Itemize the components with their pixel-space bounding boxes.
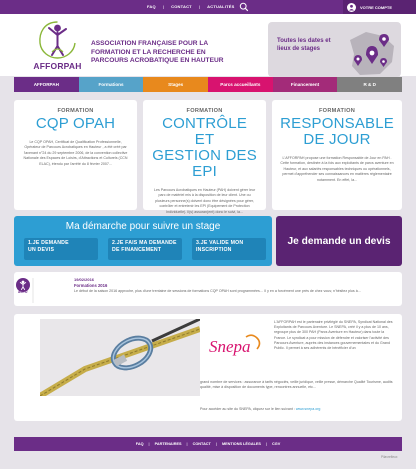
step-label-line: JE FAIS MA DEMANDE — [116, 240, 177, 246]
card-kicker: FORMATION — [186, 108, 223, 114]
logo-name: AFFORPAH — [33, 61, 82, 71]
formation-card-responsable-jour[interactable] — [272, 100, 402, 210]
card-title-line: CONTRÔLE ET — [162, 115, 248, 148]
separator: | — [215, 442, 217, 446]
snepa-link[interactable]: www.snepa.org — [295, 407, 321, 411]
step-number: 1. — [28, 240, 33, 246]
formation-card-cqp-opah[interactable] — [14, 100, 137, 210]
separator: | — [186, 442, 188, 446]
credit-text: Pilavrefleux — [381, 455, 398, 459]
nav-item-parcs-accueillants[interactable]: Parcs accueillants — [208, 77, 273, 92]
news-date: 19/02/2016 — [74, 277, 95, 282]
partner-link-line — [200, 407, 396, 411]
card-kicker: FORMATION — [57, 108, 94, 114]
account-button[interactable] — [343, 0, 416, 14]
top-link-faq[interactable]: FAQ — [147, 4, 156, 9]
card-title — [151, 116, 258, 180]
card-title — [22, 116, 129, 132]
footer-link-contact[interactable]: CONTACT — [192, 442, 211, 446]
steps-title: Ma démarche pour suivre un stage — [65, 221, 221, 232]
stage-steps-panel — [14, 216, 272, 266]
step-label-line: UN DEVIS — [28, 247, 55, 253]
top-links — [147, 4, 234, 9]
france-map-pins-icon — [268, 22, 401, 77]
association-title-line: FORMATION ET LA RECHERCHE EN — [91, 48, 206, 56]
snepa-logo-text: Snepa — [209, 337, 251, 356]
association-title-line: ASSOCIATION FRANÇAISE POUR LA — [91, 40, 209, 47]
nav-item-formations[interactable]: Formations — [79, 77, 144, 92]
card-title-line: GESTION DES EPI — [152, 147, 257, 180]
association-title — [91, 40, 256, 66]
dates-and-places-banner[interactable] — [268, 22, 401, 77]
site-header — [0, 14, 416, 76]
footer-link-faq[interactable]: FAQ — [135, 442, 144, 446]
partner-block — [14, 314, 402, 421]
separator: | — [162, 4, 165, 9]
card-title-line: RESPONSABLE — [280, 115, 395, 132]
dates-banner-line: Toutes les dates et — [277, 38, 331, 44]
top-link-contact[interactable]: CONTACT — [171, 4, 192, 9]
partner-services: grand nombre de services : assurance à tarifs négociés, veille juridique, veille presse, démarche Qualité Tourisme, audits qualité, mise à disposition de documents type, rencontres annuelle, etc... — [200, 380, 393, 390]
separator: | — [148, 442, 150, 446]
footer-link-mentions-legales[interactable]: MENTIONS LÉGALES — [221, 442, 261, 446]
separator: | — [198, 4, 201, 9]
nav-item-r-and-d[interactable]: R & D — [337, 77, 402, 92]
step-number: 2. — [112, 240, 117, 246]
site-footer — [14, 437, 402, 451]
top-bar — [0, 0, 416, 14]
carabiner-photo — [40, 319, 200, 396]
separator: | — [265, 442, 268, 446]
step-label-line: JE DEMANDE — [32, 240, 69, 246]
request-quote-button[interactable]: Je demande un devis — [276, 216, 402, 266]
step-number: 3. — [196, 240, 201, 246]
card-body: Les Parcours Acrobatiques en Hauteur (PAH) doivent gérer leur parc de matériel mis à la disposition de leur client. Une ou plusieurs personne(s) doivent donc être désignées pour gérer, contrôler et entretenir les EPI (Equipement de Protection Individuelle). Il(s) assuran(ent) donc le suivi, la... — [153, 188, 256, 214]
card-kicker: FORMATION — [318, 108, 356, 114]
nav-item-stages[interactable]: Stages — [143, 77, 208, 92]
step-validate-registration[interactable] — [192, 238, 266, 260]
top-link-actualites[interactable]: ACTUALITÉS — [207, 4, 235, 9]
footer-link-cgv[interactable]: CGV — [272, 442, 281, 446]
news-headline[interactable]: Formations 2016 — [74, 283, 108, 288]
step-label-line: DE FINANCEMENT — [112, 247, 162, 253]
steps-list — [24, 238, 266, 260]
news-block — [14, 272, 402, 306]
footer-link-partenaires[interactable]: PARTENAIRES — [154, 442, 182, 446]
nav-item-afforpah[interactable]: AFFORPAH — [14, 77, 79, 92]
partner-link-prefix: Pour accéder au site du SNEPA, cliquez sur le lien suivant : — [200, 407, 296, 411]
step-label-line: JE VALIDE MON — [200, 240, 244, 246]
snepa-logo[interactable] — [207, 332, 267, 362]
partner-description: L'AFFORPAH est le partenaire privilégié du SNEPA, Syndicat National des Exploitants de Parcours Aventure. Le SNEPA, créé il y a plus de 10 ans, regroupe plus de 300 PAH (Parcs Aventure en Hauteur) dans toute la France. Le syndicat a pour mission de défendre et valoriser l'activité des Parcours Aventure, auprès des instances gouvernementales et du Grand Public. Il permet à ses adhérents de bénéficier d'un — [274, 320, 393, 351]
step-label-line: INSCRIPTION — [196, 247, 232, 253]
step-request-funding[interactable] — [108, 238, 182, 260]
news-summary: Le début de la saison 2016 approche, plus d'une trentaine de sessions de formations CQP OPAH sont programmées… Il y en a forcément une près de chez vous; n'hésitez plus à... — [74, 289, 361, 293]
logo-figure-icon — [30, 16, 85, 61]
card-title-line: DE JOUR — [303, 131, 371, 148]
card-body: Le CQP OPAH, Certificat de Qualification Professionnelle, Opérateur de Parcours Acrobatiques en Hauteur , a été créé par l'avenant n°24 du 29 septembre 2006, de la convention collective Nationale des Espaces de Loisirs, d'Attractions et Culturels (CCN ELAC), étendu par l'arrêté du 8 février 2007... — [23, 140, 128, 166]
formation-card-controle-epi[interactable] — [143, 100, 266, 214]
site-logo[interactable] — [30, 16, 85, 74]
card-title — [280, 116, 394, 148]
dates-banner-line: lieux de stages — [277, 45, 321, 52]
actu-badge-label: ACTU — [18, 290, 28, 294]
search-icon[interactable] — [239, 2, 249, 12]
user-icon — [347, 3, 356, 12]
account-label: VOTRE COMPTE — [360, 4, 393, 10]
step-request-quote[interactable] — [24, 238, 98, 260]
main-nav — [14, 77, 402, 92]
card-body: L'AFFORPAH propose une formation Responsable de Jour en PAH . Cette formation, destinée à la fois aux exploitants de parcs aventure en Hauteur, et aux salariés responsables techniques ou opérationnels, permet d'appréhender ses connaissances en matières réglementaire notamment. En effet, la... — [280, 156, 394, 182]
association-title-line: PARCOURS ACROBATIQUE EN HAUTEUR — [91, 57, 224, 65]
nav-item-financement[interactable]: Financement — [273, 77, 338, 92]
card-title-line: CQP OPAH — [35, 115, 116, 132]
formation-cards — [14, 100, 402, 214]
